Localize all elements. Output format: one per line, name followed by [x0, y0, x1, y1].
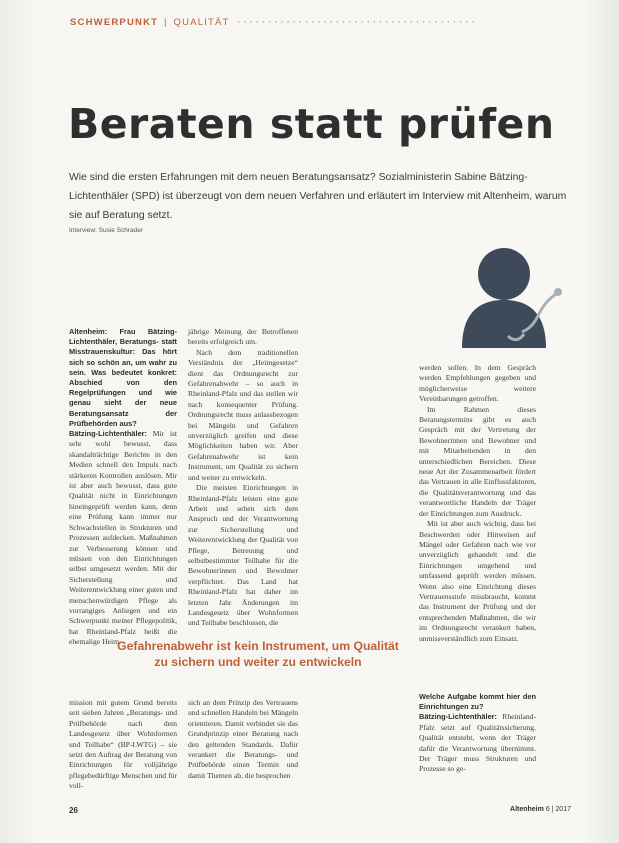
question-2: Welche Aufgabe kommt hier den Einrichtungen zu?	[419, 692, 536, 712]
column-2-paragraph-1: jährige Meinung der Betroffenen bereits erfolgreich um.	[188, 327, 298, 347]
lower-column-1: mission mit gutem Grund bereits seit sieben Jahren „Beratungs- und Prüfbehörde nach dem Landesgesetz über Wohnformen und Teilhabe“ (BP-LWTG) – sie setzt den Auftrag der Beratung von Einrichtungen für volljährige pflegebedürftige Menschen und für voll-	[69, 698, 177, 791]
rubric-topic: QUALITÄT	[173, 17, 230, 28]
lead-paragraph: Wie sind die ersten Erfahrungen mit dem neuen Beratungsansatz? Sozialministerin Sabine Bätzing-Lichtenthäler (SPD) ist überzeugt von dem neuen Verfahren und erläutert im Interview mit Altenheim, warum sie auf Beratung setzt.	[69, 172, 567, 221]
headline: Beraten statt prüfen	[68, 100, 555, 148]
question-1: Altenheim: Frau Bätzing-Lichtenthäler, Beratungs- statt Misstrauenskultur: Das hört sich so schön an, um wahr zu sein. Was bedeutet konkret: Abschied von den Regelprüfungen und wie genau sieht der neue Beratungsansatz der Prüfbehörden aus?	[69, 327, 177, 428]
person-with-microphone-icon	[458, 236, 570, 352]
column-3-paragraph-2: Im Rahmen dieses Beratungstermins gibt es auch Gespräch mit der Vertretung der Bewohnerinnen und Bewohner und mit Mitarbeitenden in den unterschiedlichen Bereichen. Diese neue Art der Zusammenarbeit fördert das Vertrauen in alle Einflussfaktoren, die Qualitätsverantwortung und das verantwortliche Handeln der Träger der Einrichtungen zum Ausdruck.	[419, 404, 536, 518]
pull-quote: Gefahrenabwehr ist kein Instrument, um Qualität zu sichern und weiter zu entwickeln	[117, 639, 399, 669]
answer-1-text: Mir ist sehr wohl bewusst, dass skandalträchtige Berichte in den Medien schnell den Impuls nach stärkeren Kontrollen auslösen. Mir ist aber auch bewusst, dass gute Qualität nicht in Einrichtungen hineingeprüft werden kann, denn eine Prüfung kann immer nur Schwachstellen in Strukturen und Prozessen aufdecken. Maßnahmen zur Verbesserung können und müssen von den Einrichtungen selbst umgesetzt werden. Mit der Sicherstellung und Weiterentwicklung einer guten und menschenwürdigen Pflege als vorrangiges Anliegen und ein Schwerpunkt meiner Pflegepolitik, hat Rheinland-Pfalz heißt die ehemalige Heim-	[69, 429, 177, 647]
column-1	[69, 327, 177, 648]
column-2-paragraph-2: Nach dem traditionellen Verständnis der „Heimgesetze“ dient das Ordnungsrecht zur Gefahrenabwehr – so auch in Rheinland-Pfalz und das stellen wir nach konsequenter Prüfung. Ordnungsrecht muss anlassbezogen bei Mängeln und Gefahren unverzüglich greifen und diese Möglichkeiten haben wir. Aber Gefahrenabwehr ist kein Instrument, um Qualität zu sichern und weiter zu entwickeln.	[188, 347, 298, 482]
rubric-kicker: SCHWERPUNKT	[70, 17, 159, 28]
magazine-issue	[510, 806, 571, 813]
answer-2	[419, 712, 536, 774]
column-2-paragraph-3: Die meisten Einrichtungen in Rheinland-Pfalz leisten eine gute Arbeit und sehen sich dem Anspruch und der Verantwortung zur Sicherstellung und Weiterentwicklung der Qualität von Pflege, Betreuung und selbstbestimmter Teilhabe für die Bewohnerinnen und Bewohner verpflichtet. Das Land hat Rheinland-Pfalz hat daher im letzten Jahr Änderungen im Landesgesetz über Wohnformen und Teilhabe beschlossen, die	[188, 483, 298, 628]
column-3	[419, 363, 536, 644]
rubric-separator: |	[164, 17, 168, 28]
rubric-dots: ·······································	[237, 17, 478, 28]
answer-label: Bätzing-Lichtenthäler:	[69, 429, 148, 439]
column-2	[188, 327, 298, 629]
column-3-paragraph-3: Mit ist aber auch wichtig, dass bei Beschwerden oder Hinweisen auf Mängel oder Gefahren nach wie vor unverzüglich gehandelt und die Einrichtungen umgehend und umfassend geprüft werden müssen. Wenn also eine Einrichtung dieses Vertrauensstufe missbraucht, kommt das Instrument der Prüfung und der entsprechenden Maßnahmen, die wir im Ordnungsrecht verankert haben, unmissverständlich zum Einsatz.	[419, 519, 536, 643]
lower-column-3	[419, 692, 536, 775]
magazine-name: Altenheim	[510, 806, 544, 813]
issue-number: 6 | 2017	[545, 806, 571, 813]
lower-column-2: sich an dem Prinzip des Vertrauens und schnellen Handeln bei Mängeln orientieren. Damit verbindet sie das Grundprinzip einer Beratung nach den geltenden Standards. Dafür verankert die Beratungs- und Prüfbehörde einen Termin und damit Themen ab, die besprochen	[188, 698, 298, 780]
page-number: 26	[69, 806, 78, 815]
answer-2-label: Bätzing-Lichtenthäler:	[419, 712, 498, 722]
answer-2-text: Rheinland-Pfalz setzt auf Qualitätssicherung. Qualität entsteht, wenn der Träger dafür die Verantwortung übernimmt. Der Träger muss Strukturen und Prozesse so ge-	[419, 712, 536, 774]
column-3-paragraph-1: werden sollen. In dem Gespräch werden Empfehlungen gegeben und möglicherweise weitere Vereinbarungen getroffen.	[419, 363, 536, 404]
answer-1	[69, 429, 177, 648]
section-rubric	[70, 17, 600, 33]
interview-credit: Interview: Susie Schrader	[69, 227, 144, 234]
